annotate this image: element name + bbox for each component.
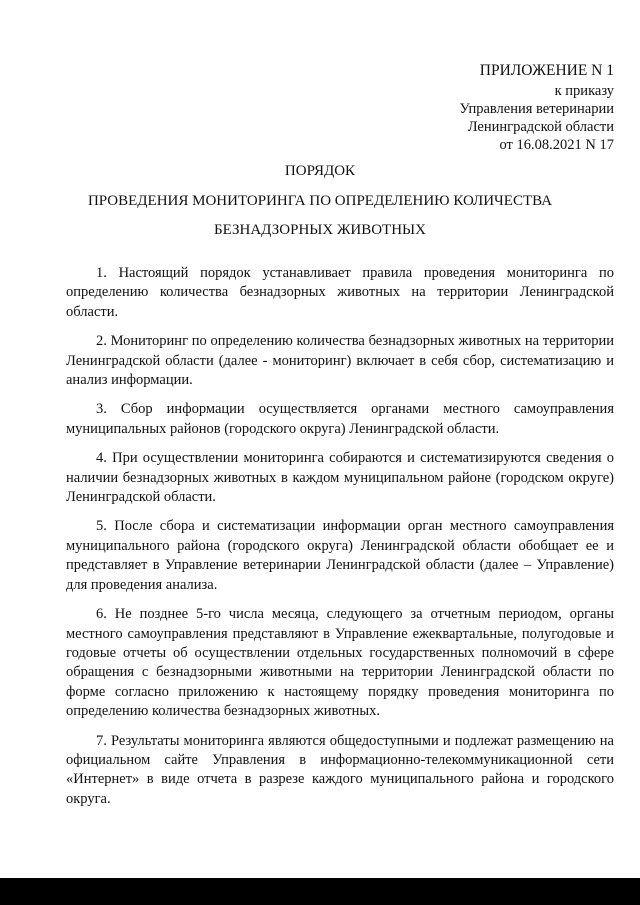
appendix-line-order: к приказу <box>554 83 614 99</box>
paragraph-1: 1. Настоящий порядок устанавливает правила проведения мониторинга по определению количества безнадзорных животных на территории Ленинградской области. <box>66 265 614 320</box>
paragraph-2: 2. Мониторинг по определению количества безнадзорных животных на территории Ленинградской области (далее - мониторинг) включает в себя сбор, систематизацию и анализ информации. <box>66 333 614 389</box>
document-title-line-2: БЕЗНАДЗОРНЫХ ЖИВОТНЫХ <box>214 222 426 238</box>
paragraph-5: 5. После сбора и систематизации информации орган местного самоуправления муниципального района (городского округа) Ленинградской области обобщает ее и представляет в Управление ветеринарии Ленинградской области (далее – Управление) для проведения анализа. <box>66 518 614 593</box>
paragraph-6: 6. Не позднее 5-го числа месяца, следующего за отчетным периодом, органы местного самоуправления представляют в Управление ежеквартальные, полугодовые и годовые отчеты об осуществлении отдельных государственных полномочий в сфере обращения с безнадзорными животными на территории Ленинградской области по форме согласно приложению к настоящему порядку проведения мониторинга по определению количества безнадзорных животных. <box>66 606 614 720</box>
appendix-title: ПРИЛОЖЕНИЕ N 1 <box>479 62 614 79</box>
appendix-line-date: от 16.08.2021 N 17 <box>499 137 614 153</box>
scan-bottom-border <box>0 878 640 905</box>
document-title-heading: ПОРЯДОК <box>284 163 356 179</box>
document-title-line-1: ПРОВЕДЕНИЯ МОНИТОРИНГА ПО ОПРЕДЕЛЕНИЮ КОЛИЧЕСТВА <box>87 193 553 209</box>
appendix-line-region: Ленинградской области <box>467 119 614 135</box>
appendix-line-department: Управления ветеринарии <box>459 101 614 117</box>
document-body <box>66 264 614 819</box>
paragraph-3: 3. Сбор информации осуществляется органами местного самоуправления муниципальных районов (городского округа) Ленинградской области. <box>66 401 614 437</box>
paragraph-7: 7. Результаты мониторинга являются общедоступными и подлежат размещению на официальном сайте Управления в информационно-телекоммуникационной сети «Интернет» в виде отчета в разрезе каждого муниципального района и городского округа. <box>66 732 614 807</box>
paragraph-4: 4. При осуществлении мониторинга собираются и систематизируются сведения о наличии безнадзорных животных в каждом муниципальном районе (городском округе) Ленинградской области. <box>66 450 614 506</box>
appendix-header <box>459 60 614 154</box>
